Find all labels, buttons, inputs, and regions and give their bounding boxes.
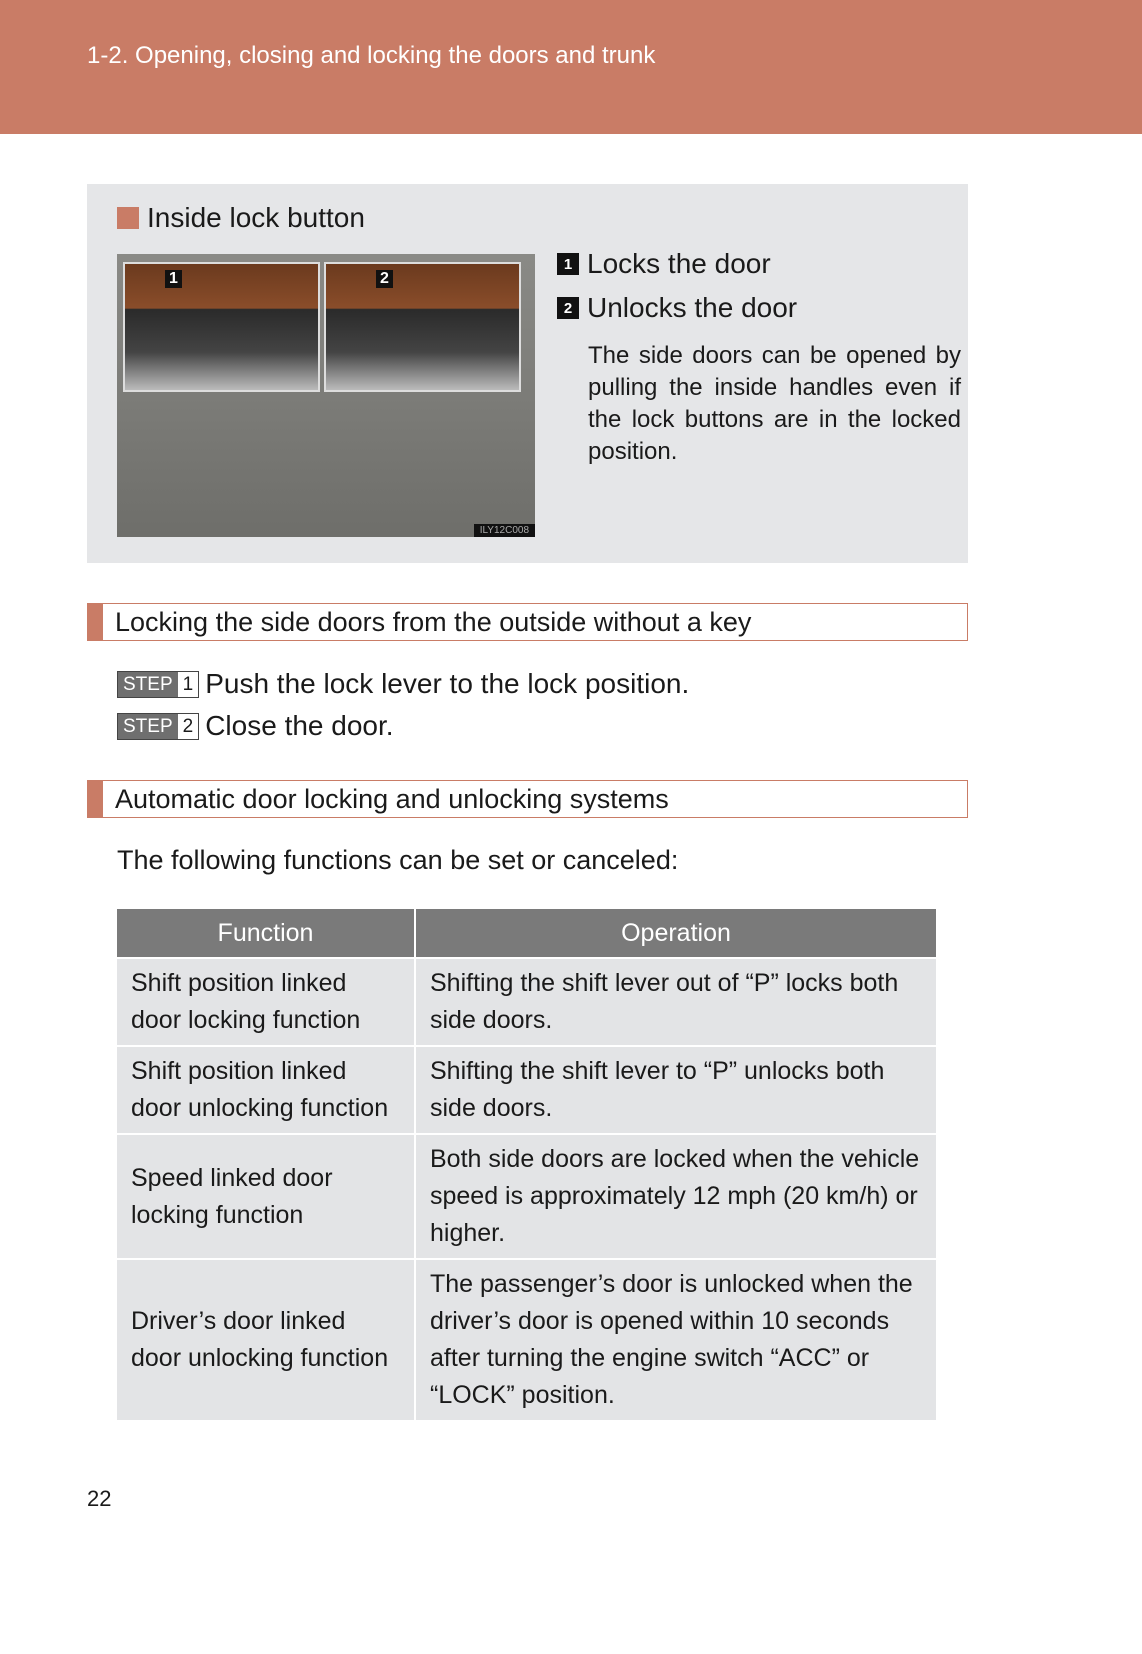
door-handle-photo [117, 254, 535, 537]
table-row [117, 1259, 937, 1420]
panel-title [117, 202, 365, 234]
legend [557, 248, 797, 336]
chapter-title: 1-2. Opening, closing and locking the doors and trunk [87, 42, 656, 69]
table-row [117, 958, 937, 1046]
table-header-row [117, 909, 937, 958]
photo-label: 1 [165, 270, 182, 288]
square-bullet-icon [117, 207, 139, 229]
step-label: STEP [118, 714, 178, 739]
photo-label: 2 [376, 270, 393, 288]
photo-inset-unlocked [324, 262, 521, 392]
photo-code: ILY12C008 [474, 524, 535, 537]
table-row [117, 1046, 937, 1134]
step-badge [117, 671, 199, 698]
operation-cell: Shifting the shift lever to “P” unlocks both side doors. [415, 1046, 937, 1134]
legend-text: Unlocks the door [587, 292, 798, 323]
functions-table [117, 909, 938, 1420]
step-number: 2 [182, 715, 194, 737]
section-heading: Automatic door locking and unlocking systems [87, 780, 968, 818]
function-cell: Speed linked door locking function [117, 1134, 415, 1259]
function-cell: Driver’s door linked door unlocking function [117, 1259, 415, 1420]
panel-title-text: Inside lock button [147, 202, 365, 233]
photo-inset-locked [123, 262, 320, 392]
number-box-icon: 1 [557, 253, 579, 275]
number-box-icon: 2 [557, 297, 579, 319]
step-label: STEP [118, 672, 178, 697]
step-2 [117, 710, 394, 742]
step-1 [117, 668, 689, 700]
page-number: 22 [87, 1486, 112, 1511]
function-cell: Shift position linked door unlocking function [117, 1046, 415, 1134]
operation-cell: The passenger’s door is unlocked when the driver’s door is opened within 10 seconds after turning the engine switch “ACC” or “LOCK” position. [415, 1259, 937, 1420]
legend-item [557, 248, 797, 280]
step-badge [117, 713, 199, 740]
column-header: Operation [415, 909, 937, 958]
section-heading: Locking the side doors from the outside without a key [87, 603, 968, 641]
step-number: 1 [182, 673, 194, 695]
intro-text: The following functions can be set or canceled: [117, 845, 679, 875]
legend-item [557, 292, 797, 324]
operation-cell: Shifting the shift lever out of “P” locks both side doors. [415, 958, 937, 1046]
step-text: Push the lock lever to the lock position. [205, 668, 690, 699]
chapter-header [0, 0, 1142, 134]
table-row [117, 1134, 937, 1259]
operation-cell: Both side doors are locked when the vehicle speed is approximately 12 mph (20 km/h) or higher. [415, 1134, 937, 1259]
function-cell: Shift position linked door locking function [117, 958, 415, 1046]
inside-lock-panel [87, 184, 968, 563]
step-text: Close the door. [205, 710, 394, 741]
column-header: Function [117, 909, 415, 958]
legend-text: Locks the door [587, 248, 771, 279]
panel-description: The side doors can be opened by pulling the inside handles even if the lock buttons are in the locked position. [588, 342, 961, 465]
